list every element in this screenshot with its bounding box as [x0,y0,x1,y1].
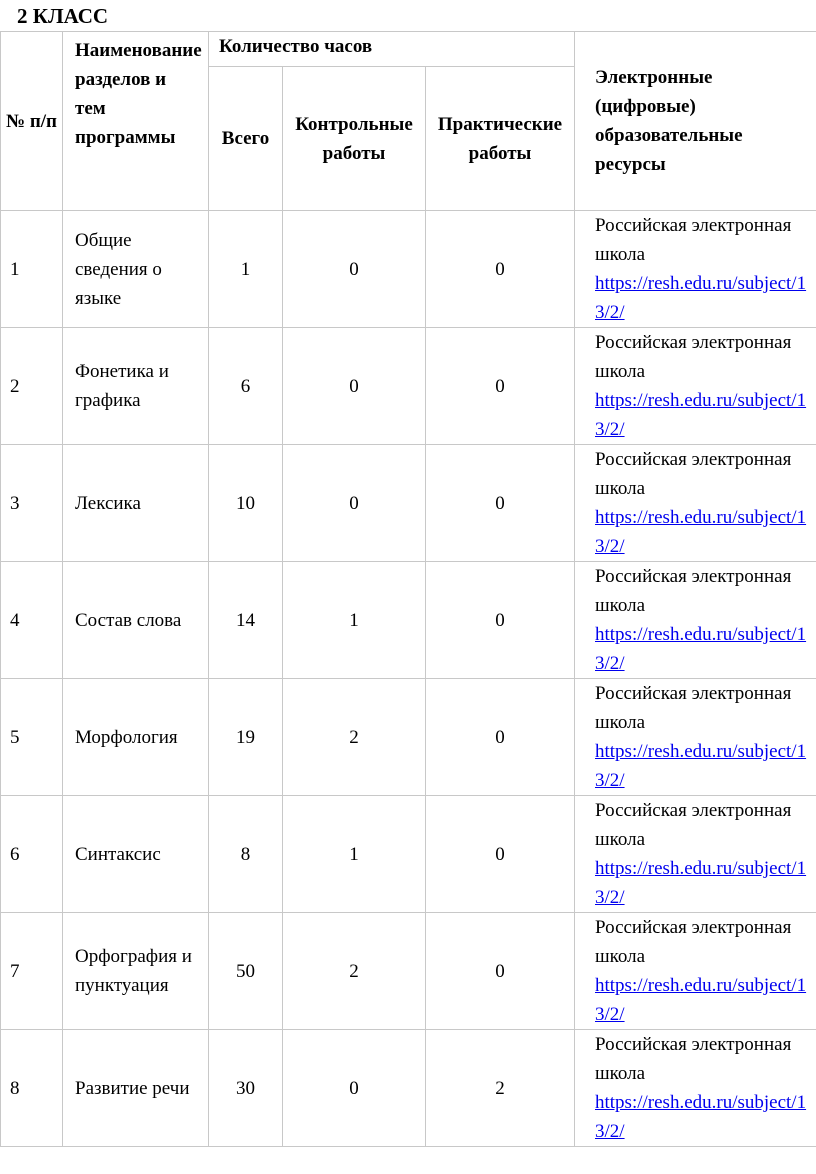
header-total: Всего [209,67,283,211]
row-resource [575,913,816,1030]
header-resources: Электронные (цифровые) образовательные ресурсы [575,32,816,211]
row-control-works: 1 [283,796,426,913]
row-section-name: Развитие речи [63,1030,209,1147]
row-control-works: 1 [283,562,426,679]
table-row [1,913,816,1030]
row-control-works: 2 [283,913,426,1030]
row-number: 1 [1,211,63,328]
row-resource [575,211,816,328]
table-row [1,328,816,445]
row-number: 2 [1,328,63,445]
resource-link[interactable]: https://resh.edu.ru/subject/13/2/ [595,741,807,791]
page-title: 2 КЛАСС [17,4,109,28]
row-practical-works: 0 [426,445,575,562]
header-hours-group: Количество часов [209,32,575,67]
resource-name: Российская электронная школа [595,683,792,733]
resource-name: Российская электронная школа [595,917,792,967]
row-practical-works: 0 [426,211,575,328]
row-practical-works: 2 [426,1030,575,1147]
row-number: 8 [1,1030,63,1147]
row-control-works: 0 [283,211,426,328]
row-section-name: Синтаксис [63,796,209,913]
row-control-works: 0 [283,445,426,562]
resource-link[interactable]: https://resh.edu.ru/subject/13/2/ [595,975,807,1025]
row-total-hours: 1 [209,211,283,328]
row-practical-works: 0 [426,913,575,1030]
row-control-works: 2 [283,679,426,796]
header-control: Контрольные работы [283,67,426,211]
resource-link[interactable]: https://resh.edu.ru/subject/13/2/ [595,1092,807,1142]
resource-name: Российская электронная школа [595,566,792,616]
row-resource [575,796,816,913]
row-resource [575,679,816,796]
resource-link[interactable]: https://resh.edu.ru/subject/13/2/ [595,390,807,440]
resource-name: Российская электронная школа [595,215,792,265]
row-number: 6 [1,796,63,913]
row-control-works: 0 [283,1030,426,1147]
row-resource [575,1030,816,1147]
table-row [1,796,816,913]
header-practical: Практические работы [426,67,575,211]
row-total-hours: 14 [209,562,283,679]
table-row [1,211,816,328]
resource-link[interactable]: https://resh.edu.ru/subject/13/2/ [595,273,807,323]
row-number: 4 [1,562,63,679]
row-practical-works: 0 [426,562,575,679]
resource-name: Российская электронная школа [595,800,792,850]
row-resource [575,562,816,679]
resource-name: Российская электронная школа [595,449,792,499]
row-section-name: Состав слова [63,562,209,679]
resource-name: Российская электронная школа [595,332,792,382]
row-control-works: 0 [283,328,426,445]
row-resource [575,328,816,445]
row-total-hours: 8 [209,796,283,913]
row-total-hours: 10 [209,445,283,562]
header-row [1,32,816,67]
row-section-name: Фонетика и графика [63,328,209,445]
row-total-hours: 30 [209,1030,283,1147]
row-section-name: Лексика [63,445,209,562]
header-name: Наименование разделов и тем программы [63,32,209,211]
table-row [1,562,816,679]
table-row [1,445,816,562]
row-number: 3 [1,445,63,562]
row-number: 7 [1,913,63,1030]
row-section-name: Общие сведения о языке [63,211,209,328]
row-total-hours: 50 [209,913,283,1030]
row-section-name: Орфография и пунктуация [63,913,209,1030]
resource-link[interactable]: https://resh.edu.ru/subject/13/2/ [595,624,807,674]
row-practical-works: 0 [426,679,575,796]
header-number: № п/п [1,32,63,211]
table-row [1,679,816,796]
row-practical-works: 0 [426,796,575,913]
table-row [1,1030,816,1147]
resource-link[interactable]: https://resh.edu.ru/subject/13/2/ [595,507,807,557]
resource-name: Российская электронная школа [595,1034,792,1084]
resource-link[interactable]: https://resh.edu.ru/subject/13/2/ [595,858,807,908]
row-section-name: Морфология [63,679,209,796]
row-total-hours: 19 [209,679,283,796]
row-number: 5 [1,679,63,796]
curriculum-table [0,31,816,1147]
row-resource [575,445,816,562]
row-practical-works: 0 [426,328,575,445]
row-total-hours: 6 [209,328,283,445]
